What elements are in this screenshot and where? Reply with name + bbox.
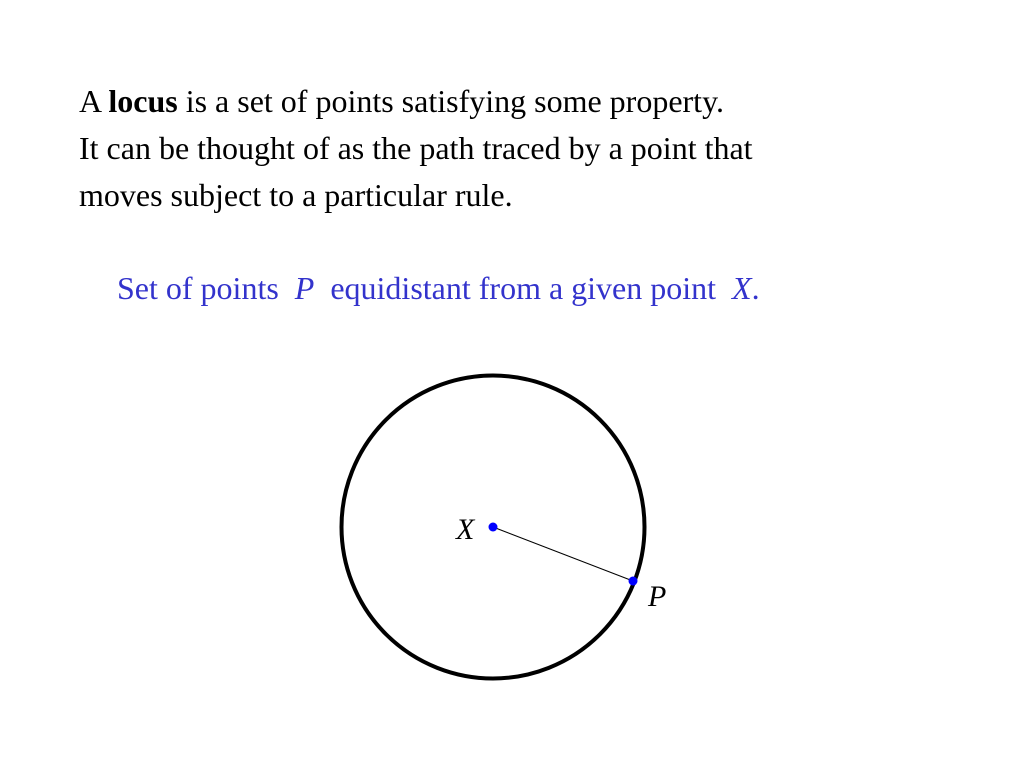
- center-label: X: [456, 513, 475, 546]
- definition-suffix: is a set of points satisfying some property.: [185, 83, 724, 119]
- point-p: [629, 577, 638, 586]
- caption-var-p: P: [294, 270, 315, 306]
- caption-period: .: [751, 270, 760, 306]
- radius-line: [493, 527, 633, 581]
- definition-line-3: moves subject to a particular rule.: [79, 177, 513, 213]
- definition-prefix: A: [79, 83, 101, 119]
- caption-text-1: Set of points: [117, 270, 279, 306]
- locus-term: locus: [108, 83, 178, 119]
- definition-line-2: It can be thought of as the path traced by a point that: [79, 130, 753, 166]
- caption-var-x: X: [732, 270, 752, 306]
- point-label: P: [648, 580, 667, 613]
- center-point-x: [489, 523, 498, 532]
- caption-text-2: equidistant from a given point: [330, 270, 717, 306]
